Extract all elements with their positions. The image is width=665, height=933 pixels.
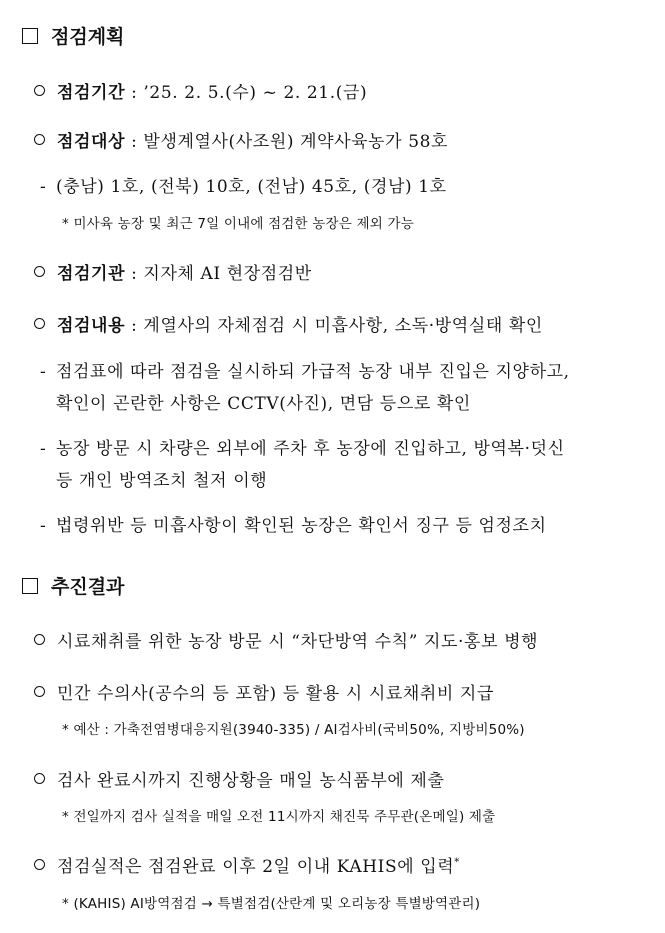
- circle-bullet-icon: [34, 773, 45, 784]
- result-item-1: 시료채취를 위한 농장 방문 시 “차단방역 수칙” 지도·홍보 병행: [34, 627, 538, 652]
- result-item-2-note: * 예산 : 가축전염병대응지원(3940-335) / AI검사비(국비50%, 지방비50%): [62, 722, 525, 738]
- target-note: * 미사육 농장 및 최근 7일 이내에 점검한 농장은 제외 가능: [62, 216, 414, 232]
- circle-bullet-icon: [34, 266, 45, 277]
- square-bullet-icon: [22, 578, 38, 594]
- content-item-3: - 법령위반 등 미흡사항이 확인된 농장은 확인서 징구 등 엄정조치: [40, 516, 547, 536]
- circle-bullet-icon: [34, 134, 45, 145]
- item-content: 점검내용 : 계열사의 자체점검 시 미흡사항, 소독·방역실태 확인: [34, 311, 543, 336]
- target-detail: - (충남) 1호, (전북) 10호, (전남) 45호, (경남) 1호: [40, 177, 447, 197]
- item-target: 점검대상 : 발생계열사(사조원) 계약사육농가 58호: [34, 127, 448, 152]
- circle-bullet-icon: [34, 85, 45, 96]
- content-item-1: - 점검표에 따라 점검을 실시하되 가급적 농장 내부 진입은 지양하고,: [40, 362, 570, 382]
- square-bullet-icon: [22, 28, 38, 44]
- result-item-4: 점검실적은 점검완료 이후 2일 이내 KAHIS에 입력*: [34, 852, 460, 877]
- item-agency: 점검기관 : 지자체 AI 현장점검반: [34, 259, 312, 284]
- section-heading-plan: 점검계획: [22, 22, 124, 49]
- circle-bullet-icon: [34, 318, 45, 329]
- result-item-3-note: * 전일까지 검사 실적을 매일 오전 11시까지 채진묵 주무관(온메일) 제출: [62, 809, 496, 825]
- result-item-4-note: * (KAHIS) AI방역점검 → 특별점검(산란계 및 오리농장 특별방역관리): [62, 896, 481, 912]
- result-item-3: 검사 완료시까지 진행상황을 매일 농식품부에 제출: [34, 766, 444, 791]
- circle-bullet-icon: [34, 859, 45, 870]
- circle-bullet-icon: [34, 686, 45, 697]
- content-item-1-cont: 확인이 곤란한 사항은 CCTV(사진), 면담 등으로 확인: [56, 394, 471, 414]
- circle-bullet-icon: [34, 634, 45, 645]
- result-item-2: 민간 수의사(공수의 등 포함) 등 활용 시 시료채취비 지급: [34, 679, 494, 704]
- section-heading-result: 추진결과: [22, 572, 124, 599]
- content-item-2-cont: 등 개인 방역조치 철저 이행: [56, 471, 268, 491]
- content-item-2: - 농장 방문 시 차량은 외부에 주차 후 농장에 진입하고, 방역복·덧신: [40, 439, 565, 459]
- item-period: 점검기간 : ’25. 2. 5.(수) ~ 2. 21.(금): [34, 78, 367, 103]
